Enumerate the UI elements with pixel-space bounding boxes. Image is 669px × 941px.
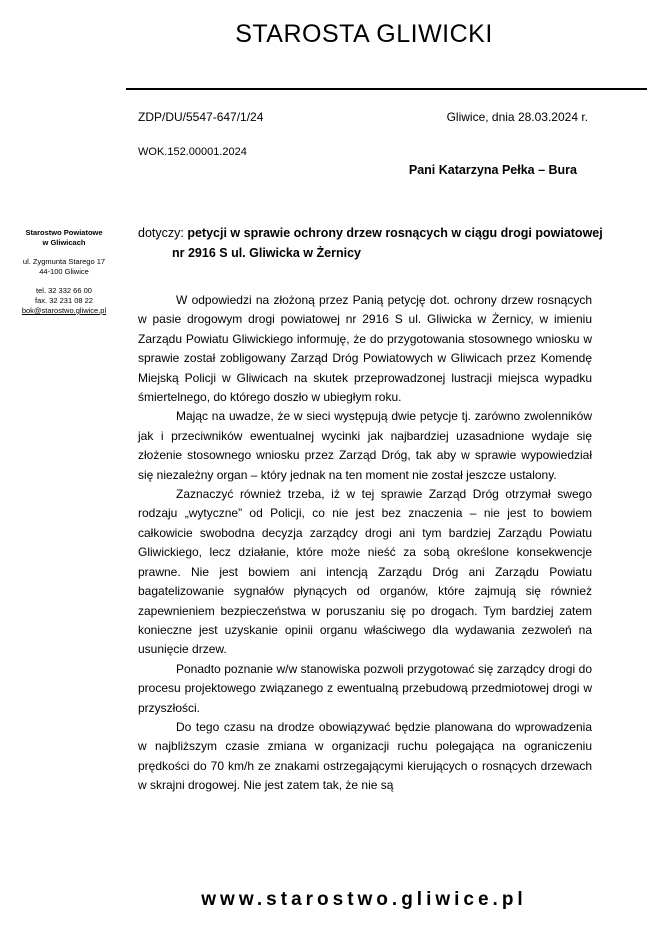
paragraph-2: Mając na uwadze, że w sieci występują dwie petycje tj. zarówno zwolenników jak i przeciwników ewentualnej wycinki jak najbardziej uzasadnione wydaje się złożenie stosownego wniosku przez Zarząd Dróg, tak aby w sprawie wypowiedział się niezależny organ – który jednak na ten moment nie został jeszcze ustalony. bbox=[138, 409, 592, 482]
subject-label: dotyczy: bbox=[138, 226, 184, 240]
sender-address-block bbox=[12, 228, 116, 316]
header-divider bbox=[126, 88, 647, 90]
letterhead-title: STAROSTA GLIWICKI bbox=[235, 20, 493, 48]
org-name-line2: w Gliwicach bbox=[42, 238, 86, 247]
address-city: 44-100 Gliwice bbox=[39, 267, 89, 276]
fax-number: fax. 32 231 08 22 bbox=[35, 296, 93, 305]
paragraph-1: W odpowiedzi na złożoną przez Panią petycję dot. ochrony drzew rosnących w pasie drogowym drogi powiatowej nr 2916 S ul. Gliwicka w Żernicy, w imieniu Zarządu Powiatu Gliwickiego informuję, że do przygotowania stosownego wniosku w sprawie został zobligowany Zarząd Dróg Powiatowych w Gliwicach przez Komendę Miejską Policji w Gliwicach na skutek przeprowadzonej lustracji miejsca wypadku śmiertelnego, do którego doszło w ubiegłym roku. bbox=[138, 293, 592, 405]
letter-body bbox=[138, 291, 592, 796]
org-name-line1: Starostwo Powiatowe bbox=[25, 228, 103, 237]
reference-number: ZDP/DU/5547-647/1/24 bbox=[138, 110, 264, 124]
paragraph-5: Do tego czasu na drodze obowiązywać będzie planowana do wprowadzenia w najbliższym czasie zmiana w organizacji ruchu polegająca na ograniczeniu prędkości do 70 km/h ze znakami ostrzegającymi kierujących o rosnących drzewach w skrajni drogowej. Nie jest zatem tak, że nie są bbox=[138, 719, 592, 793]
case-number: WOK.152.00001.2024 bbox=[138, 146, 247, 158]
subject-line2: nr 2916 S ul. Gliwicka w Żernicy bbox=[172, 246, 361, 260]
paragraph-3: Zaznaczyć również trzeba, iż w tej sprawie Zarząd Dróg otrzymał swego rodzaju „wytyczne” od Policji, co nie jest bez znaczenia – nie jest to bowiem całkowicie swobodna decyzja zarządcy drogi ani tym bardziej Zarządu Powiatu Gliwickiego, lecz działanie, które może nieść za sobą określone konsekwencje prawne. Nie jest bowiem ani intencją Zarządu Dróg ani Zarządu Powiatu bagatelizowanie sygnałów płynących od organów, które zajmują się również zapewnieniem bezpieczeństwa w poruszaniu się po drogach. Tym bardziej zatem konieczne jest uzyskanie opinii organu właściwego dla wydawania zezwoleń na usunięcie drzew. bbox=[138, 487, 592, 657]
phone-number: tel. 32 332 66 00 bbox=[36, 286, 92, 295]
subject-block bbox=[138, 223, 608, 263]
paragraph-4: Ponadto poznanie w/w stanowiska pozwoli przygotować się zarządcy drogi do procesu projektowego związanego z ewentualną przebudową przedmiotowej drogi w przyszłości. bbox=[138, 661, 592, 715]
subject-line1: petycji w sprawie ochrony drzew rosnących w ciągu drogi powiatowej bbox=[187, 226, 603, 240]
place-and-date: Gliwice, dnia 28.03.2024 r. bbox=[446, 110, 588, 124]
addressee: Pani Katarzyna Pełka – Bura bbox=[408, 163, 577, 177]
address-street: ul. Zygmunta Starego 17 bbox=[22, 257, 106, 266]
email-link[interactable]: bok@starostwo.gliwice.pl bbox=[21, 306, 107, 315]
footer-website: www.starostwo.gliwice.pl bbox=[201, 889, 527, 910]
